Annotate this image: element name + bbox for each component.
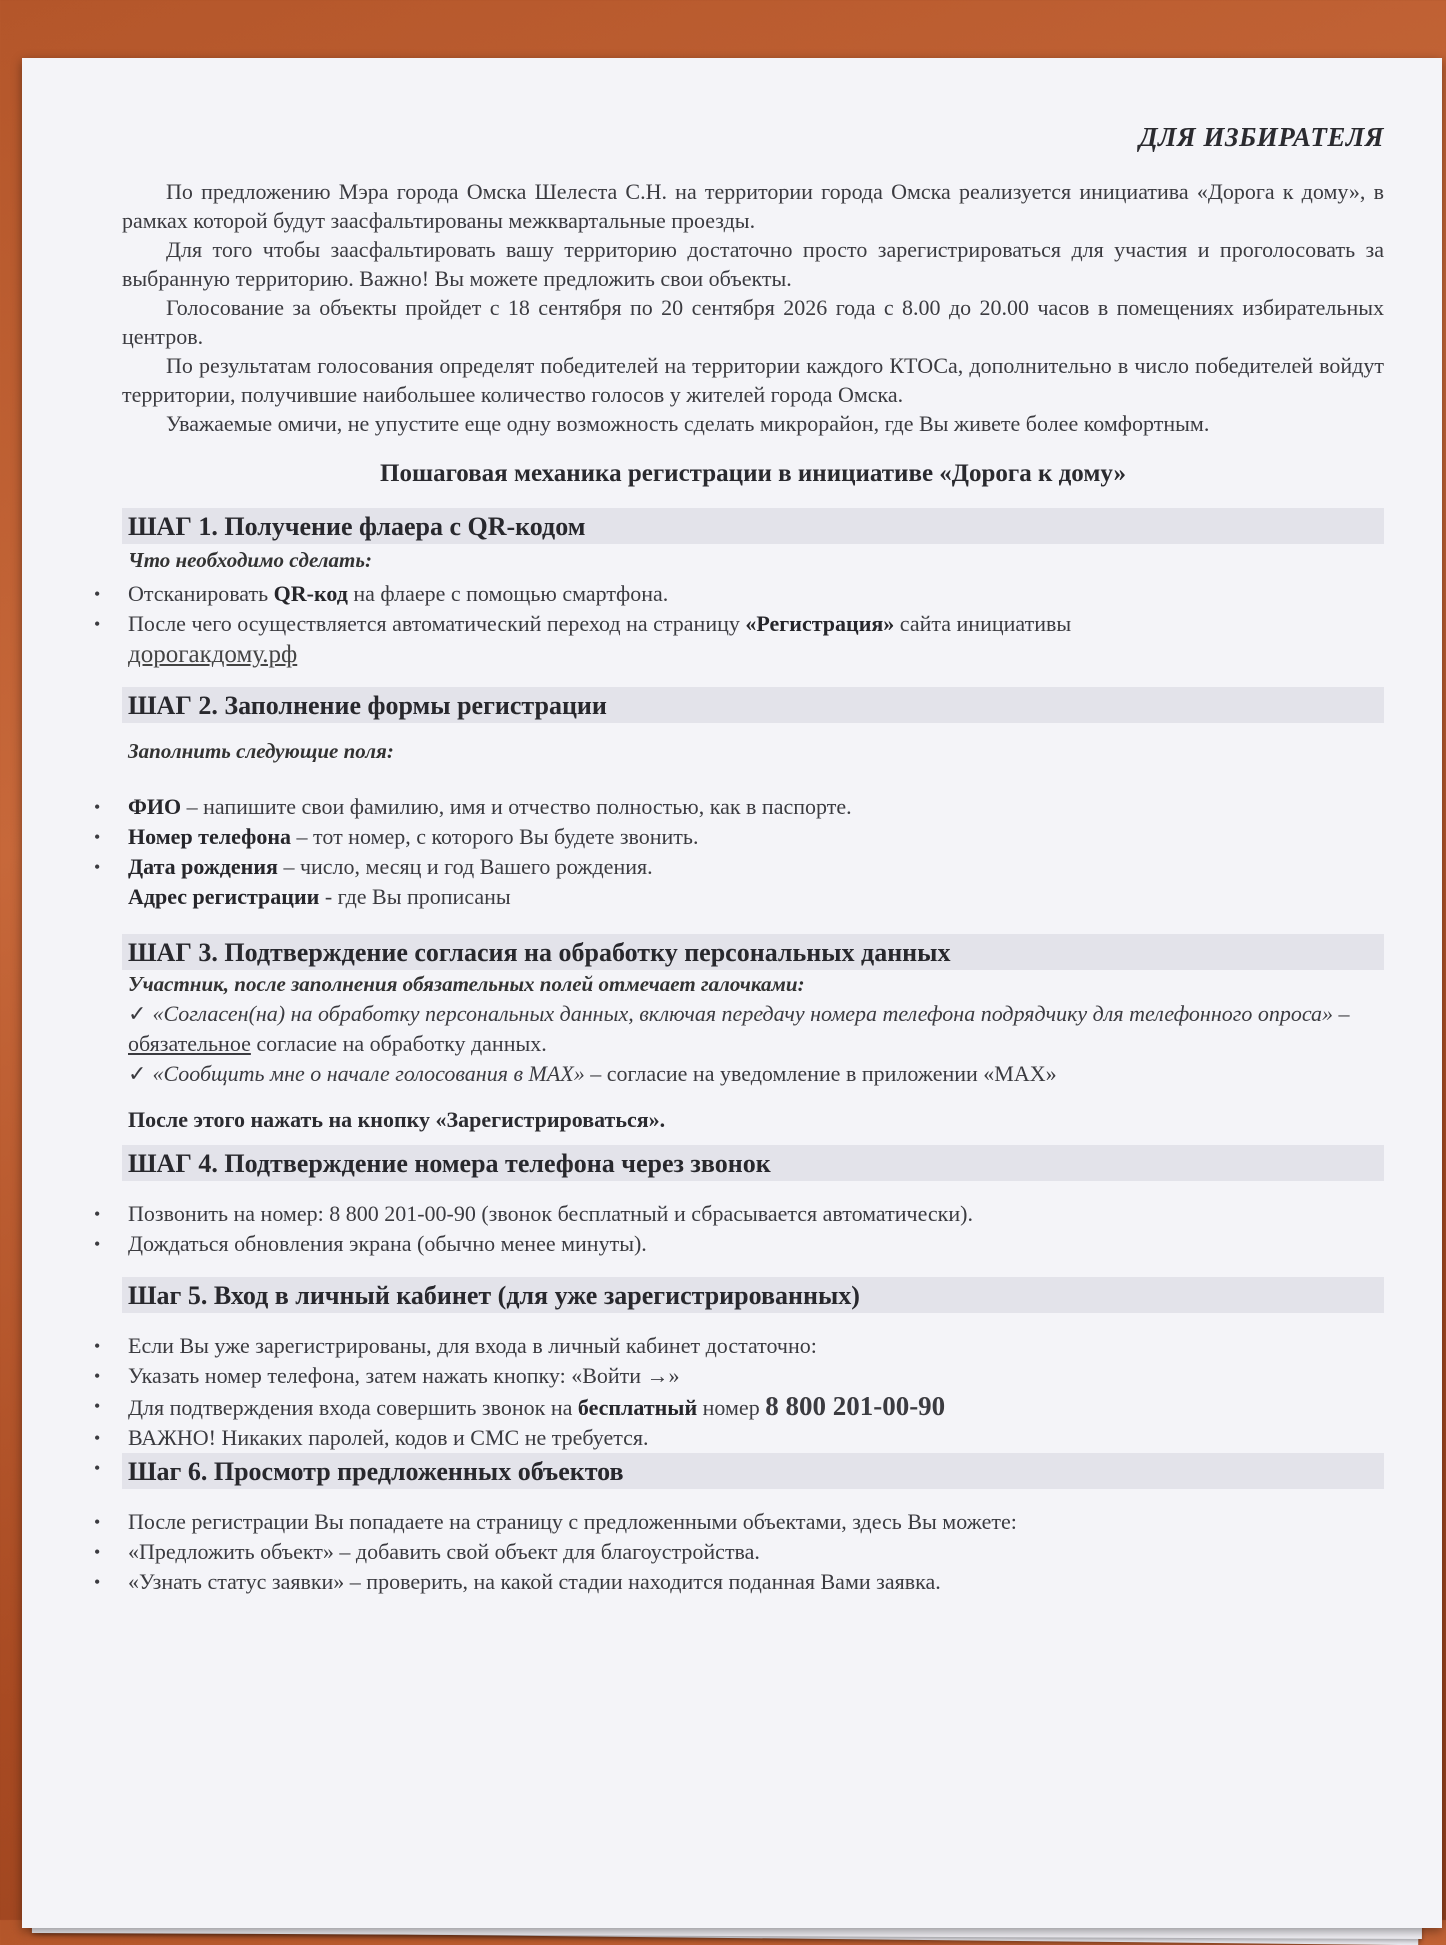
list-item: • Если Вы уже зарегистрированы, для входа в личный кабинет достаточно: — [128, 1331, 1384, 1361]
list-item: • ВАЖНО! Никаких паролей, кодов и СМС не требуется. — [128, 1423, 1384, 1453]
bullet-icon: • — [94, 1512, 101, 1532]
consent-item: ✓ «Согласен(на) на обработку персональных данных, включая передачу номера телефона подрядчику для телефонного опроса» – обязательное согласие на обработку данных. — [128, 1001, 1350, 1056]
step3-note: Участник, после заполнения обязательных полей отмечает галочками: — [128, 972, 805, 996]
bullet-icon: • — [94, 1542, 101, 1562]
register-instruction: После этого нажать на кнопку «Зарегистрироваться». — [128, 1107, 666, 1132]
bullet-icon: • — [94, 614, 101, 634]
intro-paragraph: Уважаемые омичи, не упустите еще одну возможность сделать микрорайон, где Вы живете более комфортным. — [166, 411, 1210, 436]
step5-heading: Шаг 5. Вход в личный кабинет (для уже зарегистрированных) — [122, 1277, 1384, 1313]
bullet-icon: • — [94, 827, 101, 847]
list-item: • После регистрации Вы попадаете на страницу с предложенными объектами, здесь Вы можете: — [128, 1507, 1384, 1537]
list-item: Адрес регистрации - где Вы прописаны — [128, 884, 511, 909]
bullet-icon: • — [94, 857, 101, 877]
bullet-icon: • — [94, 1336, 101, 1356]
list-item: • Отсканировать QR-код на флаере с помощью смартфона. — [128, 579, 1384, 609]
consent-item: ✓ «Сообщить мне о начале голосования в MAX» – согласие на уведомление в приложении «MAX» — [128, 1061, 1057, 1086]
step3-heading: ШАГ 3. Подтверждение согласия на обработку персональных данных — [122, 934, 1384, 970]
list-item: • Позвонить на номер: 8 800 201-00-90 (звонок бесплатный и сбрасывается автоматически). — [128, 1199, 1384, 1229]
intro-paragraph: По результатам голосования определят победителей на территории каждого КТОСа, дополнительно в число победителей войдут территории, получившие наибольшее количество голосов у жителей города Омска. — [122, 353, 1384, 407]
section-title: Пошаговая механика регистрации в инициативе «Дорога к дому» — [380, 460, 1126, 487]
step1-heading: ШАГ 1. Получение флаера с QR-кодом — [122, 508, 1384, 544]
document-page — [22, 58, 1442, 1928]
list-item: • Указать номер телефона, затем нажать кнопку: «Войти →» — [128, 1361, 1384, 1391]
document-header: ДЛЯ ИЗБИРАТЕЛЯ — [1139, 122, 1384, 152]
intro-paragraph: Для того чтобы заасфальтировать вашу территорию достаточно просто зарегистрироваться для участия и проголосовать за выбранную территорию. Важно! Вы можете предложить свои объекты. — [122, 237, 1384, 291]
step1-list — [94, 579, 1384, 639]
bullet-icon: • — [94, 1458, 101, 1478]
checkmark-icon: ✓ — [128, 1001, 147, 1026]
bullet-icon: • — [94, 1204, 101, 1224]
step4-list — [94, 1199, 1384, 1259]
list-item: • После чего осуществляется автоматический переход на страницу «Регистрация» сайта инициативы — [128, 609, 1384, 639]
list-item: • Для подтверждения входа совершить звонок на бесплатный номер 8 800 201-00-90 — [94, 1391, 946, 1421]
intro-paragraph: По предложению Мэра города Омска Шелеста С.Н. на территории города Омска реализуется инициатива «Дорога к дому», в рамках которой будут заасфальтированы межквартальные проезды. — [122, 179, 1384, 233]
bullet-icon: • — [94, 1572, 101, 1592]
list-item: • Номер телефона – тот номер, с которого Вы будете звонить. — [128, 822, 1384, 852]
site-link[interactable]: дорогакдому.рф — [128, 641, 298, 668]
document-content — [94, 122, 1384, 1597]
list-item: • «Предложить объект» – добавить свой объект для благоустройства. — [128, 1537, 1384, 1567]
step2-note: Заполнить следующие поля: — [128, 739, 394, 763]
bullet-icon: • — [94, 1234, 101, 1254]
step6-list — [94, 1507, 1384, 1597]
step4-heading: ШАГ 4. Подтверждение номера телефона через звонок — [122, 1145, 1384, 1181]
bullet-icon: • — [94, 1366, 101, 1386]
step2-list — [94, 792, 1384, 912]
bullet-icon: • — [94, 797, 101, 817]
intro-paragraph: Голосование за объекты пройдет с 18 сентября по 20 сентября 2026 года с 8.00 до 20.00 часов в помещениях избирательных центров. — [122, 295, 1384, 349]
bullet-icon: • — [94, 1428, 101, 1448]
bullet-icon: • — [94, 584, 101, 604]
step1-note: Что необходимо сделать: — [128, 548, 372, 572]
list-item: • Дождаться обновления экрана (обычно менее минуты). — [128, 1229, 1384, 1259]
bullet-icon: • — [94, 1396, 101, 1416]
checkmark-icon: ✓ — [128, 1061, 147, 1086]
step2-heading: ШАГ 2. Заполнение формы регистрации — [122, 687, 1384, 723]
step6-heading: Шаг 6. Просмотр предложенных объектов — [122, 1453, 1384, 1489]
list-item: • Дата рождения – число, месяц и год Вашего рождения. — [128, 852, 1384, 882]
list-item: • «Узнать статус заявки» – проверить, на какой стадии находится поданная Вами заявка. — [128, 1567, 1384, 1597]
list-item: • ФИО – напишите свои фамилию, имя и отчество полностью, как в паспорте. — [128, 792, 1384, 822]
